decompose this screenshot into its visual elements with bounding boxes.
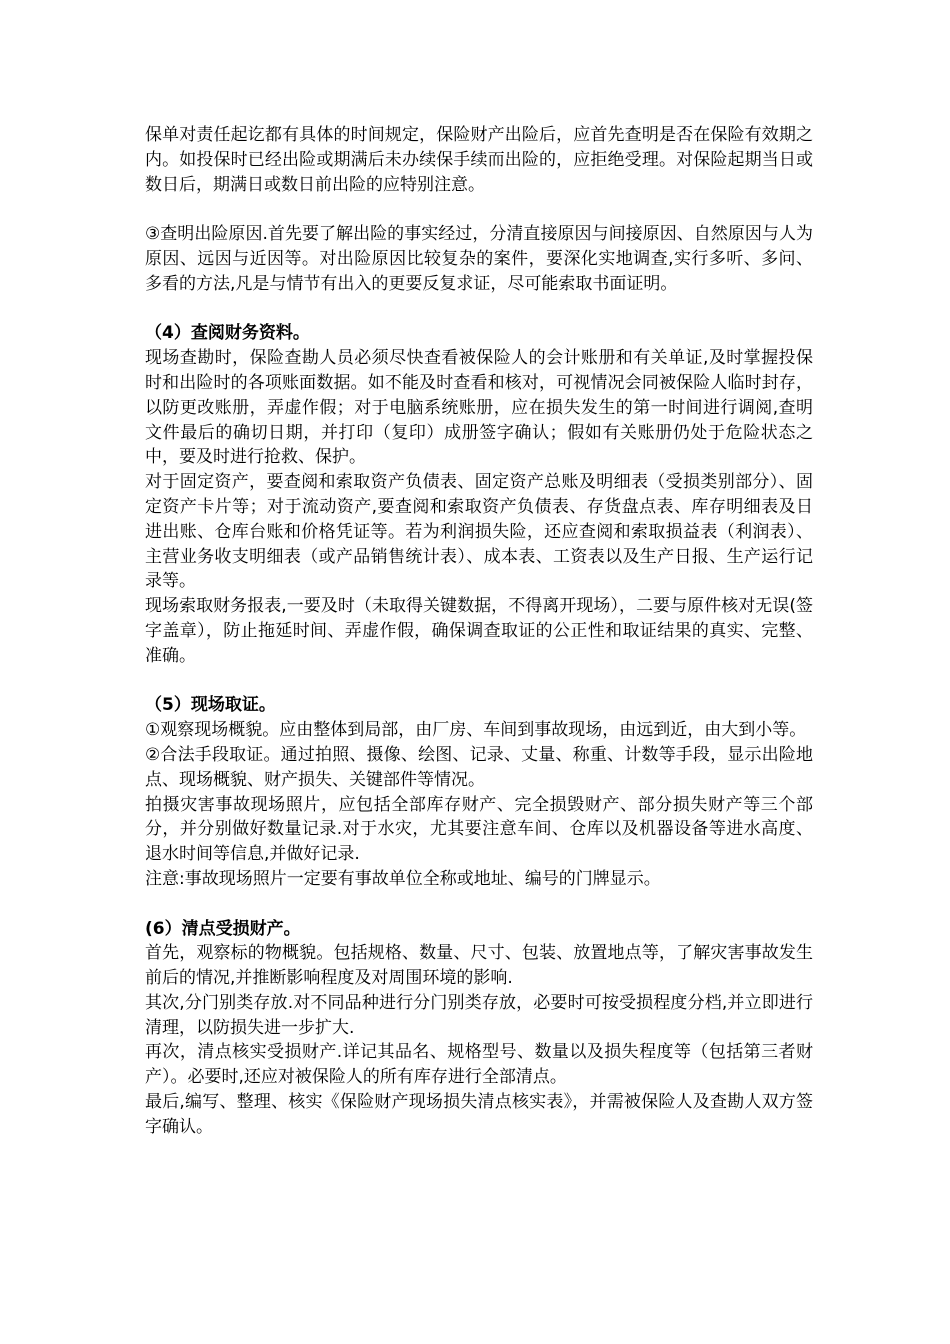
paragraph-gap xyxy=(145,197,813,222)
paragraph-financial-reports: 现场索取财务报表,一要及时（未取得关键数据，不得离开现场），二要与原件核对无误(签字盖章），防止拖延时间、弄虚作假，确保调查取证的公正性和取证结果的真实、完整、准确。 xyxy=(145,596,813,666)
paragraph-loss-cause: ③查明出险原因.首先要了解出险的事实经过，分清直接原因与间接原因、自然原因与人为原因、远因与近因等。对出险原因比较复杂的案件，要深化实地调查,实行多听、多问、多看的方法,凡是与情节有出入的更要反复求证，尽可能索取书面证明。 xyxy=(145,224,813,294)
paragraph-third: 再次，清点核实受损财产.详记其品名、规格型号、数量以及损失程度等（包括第三者财产）。必要时,还应对被保险人的所有库存进行全部清点。 xyxy=(145,1042,813,1088)
paragraph-finally: 最后,编写、整理、核实《保险财产现场损失清点核实表》，并需被保险人及查勘人双方签字确认。 xyxy=(145,1092,813,1137)
paragraph-legal-evidence: ②合法手段取证。通过拍照、摄像、绘图、记录、丈量、称重、计数等手段，显示出险地点、现场概貌、财产损失、关键部件等情况。 xyxy=(145,744,813,790)
paragraph-gap xyxy=(145,297,813,322)
section-heading-evidence: （5）现场取证。 xyxy=(145,695,276,716)
paragraph-observe-scene: ①观察现场概貌。应由整体到局部，由厂房、车间到事故现场，由远到近，由大到小等。 xyxy=(145,720,807,741)
paragraph-photo-note: 注意:事故现场照片一定要有事故单位全称或地址、编号的门牌显示。 xyxy=(145,868,661,889)
paragraph-gap xyxy=(145,892,813,917)
paragraph-gap xyxy=(145,669,813,694)
paragraph-policy-period: 保单对责任起讫都有具体的时间规定，保险财产出险后，应首先查明是否在保险有效期之内。如投保时已经出险或期满后未办续保手续而出险的，应拒绝受理。对保险起期当日或数日后，期满日或数日前出险的应特别注意。 xyxy=(145,125,813,195)
paragraph-first: 首先，观察标的物概貌。包括规格、数量、尺寸、包装、放置地点等，了解灾害事故发生前后的情况,并推断影响程度及对周围环境的影响. xyxy=(145,943,813,989)
document-page xyxy=(145,123,813,1140)
section-heading-financial-records: （4）查阅财务资料。 xyxy=(145,323,310,344)
paragraph-second: 其次,分门别类存放.对不同品种进行分门别类存放，必要时可按受损程度分档,并立即进行清理，以防损失进一步扩大. xyxy=(145,992,813,1038)
paragraph-assets: 对于固定资产，要查阅和索取资产负债表、固定资产总账及明细表（受损类别部分）、固定资产卡片等；对于流动资产,要查阅和索取资产负债表、存货盘点表、库存明细表及日进出账、仓库台账和价格凭证等。若为利润损失险，还应查阅和索取损益表（利润表）、主营业务收支明细表（或产品销售统计表）、成本表、工资表以及生产日报、生产运行记录等。 xyxy=(145,472,813,592)
section-heading-inventory: (6）清点受损财产。 xyxy=(145,918,301,939)
paragraph-photos: 拍摄灾害事故现场照片，应包括全部库存财产、完全损毁财产、部分损失财产等三个部分，并分别做好数量记录.对于水灾，尤其要注意车间、仓库以及机器设备等进水高度、退水时间等信息,并做好记录. xyxy=(145,794,813,865)
paragraph-account-books: 现场查勘时，保险查勘人员必须尽快查看被保险人的会计账册和有关单证,及时掌握投保时和出险时的各项账面数据。如不能及时查看和核对，可视情况会同被保险人临时封存，以防更改账册，弄虚作假；对于电脑系统账册，应在损失发生的第一时间进行调阅,查明文件最后的确切日期，并打印（复印）成册签字确认；假如有关账册仍处于危险状态之中，要及时进行抢救、保护。 xyxy=(145,348,813,468)
